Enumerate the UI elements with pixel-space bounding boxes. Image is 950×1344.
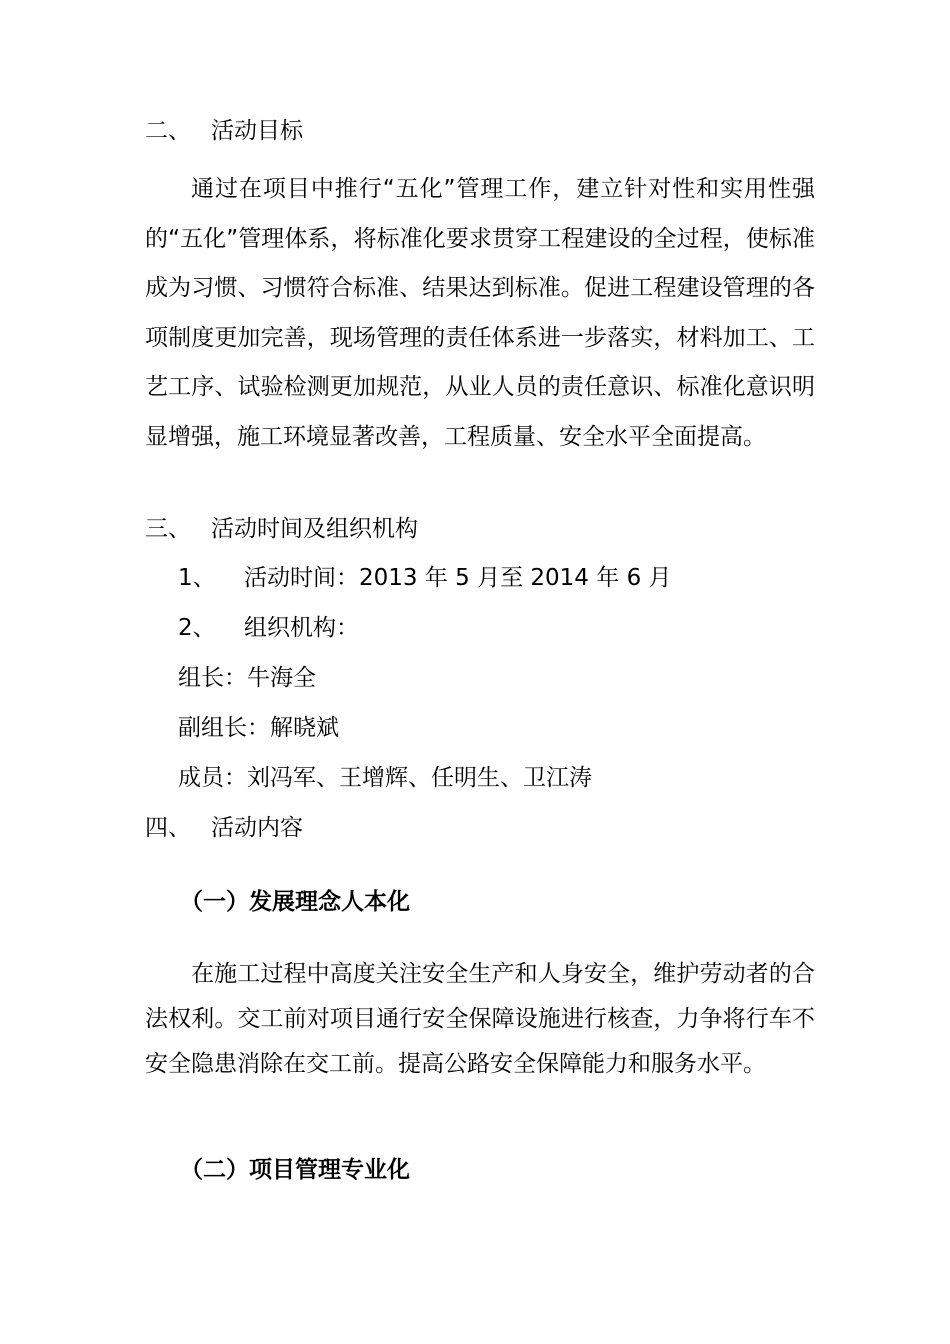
section-title: 活动内容 — [211, 815, 303, 841]
people-oriented-paragraph: 在施工过程中高度关注安全生产和人身安全，维护劳动者的合法权利。交工前对项目通行安全保障设施进行核查，力争将行车不安全隐患消除在交工前。提高公路安全保障能力和服务水平。 — [145, 961, 815, 1077]
org-deputy-leader: 副组长：解晓斌 — [178, 715, 339, 741]
list-item-text: 组织机构： — [244, 615, 359, 641]
objectives-paragraph: 通过在项目中推行“五化”管理工作，建立针对性和实用性强的“五化”管理体系，将标准化要求贯穿工程建设的全过程，使标准成为习惯、习惯符合标准、结果达到标准。促进工程建设管理的各项制度更加完善，现场管理的责任体系进一步落实，材料加工、工艺工序、试验检测更加规范，从业人员的责任意识、标准化意识明显增强，施工环境显著改善，工程质量、安全水平全面提高。 — [145, 176, 815, 450]
section-number: 三、 — [145, 516, 191, 542]
subsection-title-professional-management: （二）项目管理专业化 — [180, 1157, 410, 1183]
section-number: 四、 — [145, 815, 191, 841]
section-heading-objectives — [145, 116, 303, 146]
list-item-number: 2、 — [178, 615, 216, 641]
org-members: 成员：刘冯军、王增辉、任明生、卫江涛 — [178, 765, 592, 791]
section-heading-schedule-org — [145, 514, 418, 544]
list-item-number: 1、 — [178, 565, 216, 591]
list-item-activity-time — [178, 563, 672, 593]
org-leader: 组长：牛海全 — [178, 665, 316, 691]
subsection-title-people-oriented: （一）发展理念人本化 — [180, 889, 410, 915]
list-item-organization — [178, 613, 359, 643]
section-heading-content — [145, 813, 303, 843]
section-title: 活动时间及组织机构 — [211, 516, 418, 542]
section-title: 活动目标 — [211, 118, 303, 144]
section-number: 二、 — [145, 118, 191, 144]
list-item-text: 活动时间：2013 年 5 月至 2014 年 6 月 — [244, 565, 672, 591]
